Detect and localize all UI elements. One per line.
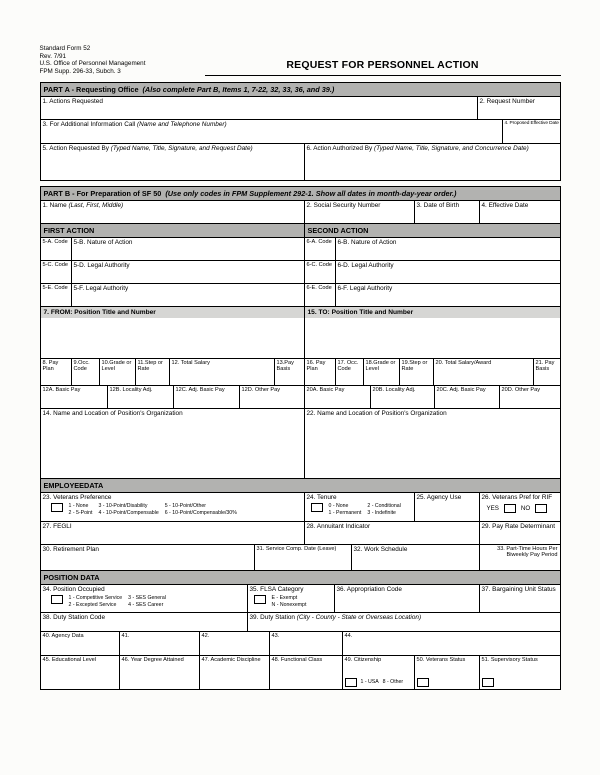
field-5d-legal-authority[interactable]	[71, 261, 304, 283]
field-label: 19.Step or Rate	[401, 359, 428, 373]
field-label: 22. Name and Location of Position's Organization	[306, 409, 447, 417]
field-5a-code[interactable]	[41, 238, 71, 260]
field-label: 24. Tenure	[306, 493, 337, 501]
field-label: 6-F. Legal Authority	[337, 284, 393, 292]
section-title: PART B - For Preparation of SF 50	[43, 188, 162, 198]
field-45-educational-level[interactable]	[41, 656, 119, 689]
field-label: 5-E. Code	[42, 284, 68, 291]
field-20a-basic-pay[interactable]	[305, 386, 370, 408]
education-citizenship-row	[41, 655, 560, 689]
part-b-row-1	[41, 200, 560, 223]
field-13-pay-basis[interactable]	[274, 359, 304, 385]
field-label: 12C. Adj. Basic Pay	[175, 386, 225, 393]
field-label: 6-C. Code	[306, 261, 332, 268]
second-action-bar	[304, 224, 560, 237]
section-note: (Use only codes in FPM Supplement 292-1. Show all dates in month-day-year order.)	[165, 188, 457, 198]
field-label: 50. Veterans Status	[416, 656, 466, 663]
field-25-agency-use[interactable]	[414, 493, 479, 521]
section-title: POSITION DATA	[43, 572, 100, 582]
from-salary-half	[41, 359, 304, 385]
field-12-total-salary[interactable]	[169, 359, 274, 385]
field-18-grade-or-level[interactable]	[363, 359, 399, 385]
field-15-to-position[interactable]	[304, 307, 560, 358]
supervisory-status-code-box[interactable]	[482, 678, 494, 687]
part-a-row-2	[41, 119, 560, 143]
option: 1 - Competitive Service	[68, 595, 123, 602]
position-occupied-row	[41, 584, 560, 612]
field-label: 20C. Adj. Basic Pay	[436, 386, 486, 393]
option-column	[69, 595, 123, 609]
part-a-section	[40, 82, 561, 181]
field-label	[307, 145, 558, 152]
from-to-row	[41, 306, 560, 358]
agency-data-row	[41, 631, 560, 655]
field-47-academic-discipline[interactable]	[199, 656, 269, 689]
option: 4 - 10-Point/Compensable	[98, 509, 159, 516]
option: 4 - SES Career	[128, 601, 164, 608]
field-label: 26. Veterans Pref for RIF	[481, 493, 553, 501]
field-3-additional-information[interactable]	[41, 120, 502, 143]
rif-no-box[interactable]	[535, 504, 547, 513]
field-6f-legal-authority[interactable]	[335, 284, 560, 306]
field-20b-locality-adj[interactable]	[370, 386, 434, 408]
salary-row	[41, 358, 560, 385]
rif-yes-box[interactable]	[504, 504, 516, 513]
field-39-duty-station[interactable]	[247, 613, 560, 631]
field-9-occ-code[interactable]	[71, 359, 99, 385]
option: 1 - Permanent	[328, 509, 362, 516]
tenure-options	[311, 503, 412, 517]
field-46-year-degree-attained[interactable]	[119, 656, 199, 689]
field-20-total-salary-award[interactable]	[433, 359, 533, 385]
field-41[interactable]	[119, 632, 199, 655]
label-text: 39. Duty Station	[249, 613, 295, 621]
field-35-flsa-category[interactable]	[247, 585, 334, 612]
field-label: 5-D. Legal Authority	[73, 261, 130, 269]
field-label: 5-A. Code	[42, 238, 68, 245]
field-label: 6-B. Nature of Action	[337, 238, 397, 246]
field-1-actions-requested[interactable]	[41, 97, 477, 119]
publication-info	[40, 45, 205, 76]
field-label: 47. Academic Discipline	[201, 656, 261, 663]
field-24-tenure[interactable]	[304, 493, 414, 521]
field-label: 36. Appropriation Code	[336, 585, 402, 593]
field-label: 17. Occ. Code	[337, 359, 359, 373]
label-note: (Typed Name, Title, Signature, and Request Date)	[110, 144, 253, 152]
field-label: 51. Supervisory Status	[481, 656, 538, 663]
from-position-label: 7. FROM: Position Title and Number	[41, 307, 304, 318]
action-row-ef	[41, 283, 560, 306]
field-label: 20A. Basic Pay	[306, 386, 345, 393]
field-label	[43, 202, 302, 209]
position-occupied-options	[51, 595, 245, 609]
field-label: 5-F. Legal Authority	[73, 284, 129, 292]
field-label: 49. Citizenship	[344, 656, 382, 663]
field-label: 5-C. Code	[42, 261, 68, 268]
action-row-ab	[41, 237, 560, 260]
field-label: 4. Proposed Effective Date	[504, 120, 559, 126]
field-2-request-number[interactable]	[477, 97, 560, 119]
field-label: 9.Occ. Code	[73, 359, 90, 373]
field-label: 37. Bargaining Unit Status	[481, 585, 556, 593]
field-14-from-organization[interactable]	[41, 409, 304, 478]
second-action-half	[304, 238, 560, 260]
title-rule	[205, 59, 561, 76]
field-label: 48. Functional Class	[271, 656, 323, 663]
field-49-citizenship[interactable]	[342, 656, 414, 689]
field-label: 41.	[121, 632, 130, 639]
flsa-options	[254, 595, 332, 609]
field-5c-code[interactable]	[41, 261, 71, 283]
option: 3 - Indefinite	[367, 509, 396, 516]
field-label: 35. FLSA Category	[249, 585, 304, 593]
first-action-half	[41, 238, 304, 260]
field-label: 38. Duty Station Code	[42, 613, 106, 621]
field-30-retirement-plan[interactable]	[41, 545, 254, 570]
field-44[interactable]	[342, 632, 560, 655]
supplement-ref: FPM Supp. 296-33, Subch. 3	[39, 68, 121, 76]
field-36-appropriation-code[interactable]	[334, 585, 479, 612]
first-action-bar	[41, 224, 304, 237]
field-label: 8. Pay Plan	[42, 359, 59, 373]
field-label: 27. FEGLI	[42, 522, 72, 530]
option: E - Exempt	[271, 595, 298, 602]
section-note: (Also complete Part B, Items 1, 7-22, 32, 33, 36, and 39.)	[142, 84, 335, 94]
field-label	[43, 121, 500, 128]
veterans-tenure-row	[41, 492, 560, 521]
option: 2 - Conditional	[367, 503, 401, 510]
option: 2 - 5-Point	[68, 509, 93, 516]
option-column	[272, 595, 307, 609]
field-23-veterans-preference[interactable]	[41, 493, 304, 521]
option-column	[98, 503, 158, 517]
field-label: 11.Step or Rate	[137, 359, 163, 373]
option: 0 - None	[328, 503, 349, 510]
action-header-row	[41, 223, 560, 237]
field-b2-ssn[interactable]	[304, 201, 414, 223]
field-label: 29. Pay Rate Determinant	[481, 522, 556, 530]
field-6c-code[interactable]	[305, 261, 335, 283]
field-10-grade-or-level[interactable]	[99, 359, 135, 385]
option: N - Nonexempt	[271, 601, 307, 608]
field-26-veterans-pref-for-rif[interactable]	[479, 493, 560, 521]
field-label: 32. Work Schedule	[353, 545, 408, 553]
field-label: 2. Request Number	[479, 97, 535, 105]
form-number: Standard Form 52	[39, 45, 91, 52]
to-salary-half	[304, 359, 560, 385]
field-6b-nature-of-action[interactable]	[335, 238, 560, 260]
field-31-service-comp-date[interactable]	[254, 545, 351, 570]
option-column	[128, 595, 166, 609]
part-a-right-half	[304, 144, 560, 180]
option: 1 - USA	[360, 679, 379, 686]
field-5f-legal-authority[interactable]	[71, 284, 304, 306]
field-40-agency-data[interactable]	[41, 632, 119, 655]
field-label: 20B. Locality Adj.	[372, 386, 416, 393]
option: 3 - SES General	[128, 595, 166, 602]
field-label: 44.	[344, 632, 353, 639]
employee-data-bar	[41, 478, 560, 492]
no-label: NO	[520, 505, 531, 513]
field-label: 31. Service Comp. Date (Leave)	[256, 545, 337, 552]
label-note: (Last, First, Middle)	[68, 201, 124, 209]
second-action-half	[304, 261, 560, 283]
field-11-step-or-rate[interactable]	[135, 359, 169, 385]
field-48-functional-class[interactable]	[269, 656, 342, 689]
field-label: 43.	[271, 632, 280, 639]
option: 3 - 10-Point/Disability	[98, 503, 148, 510]
to-position-label: 15. TO: Position Title and Number	[305, 307, 560, 318]
field-label: 28. Annuitant Indicator	[306, 522, 371, 530]
duty-station-row	[41, 612, 560, 631]
field-7-from-position[interactable]	[41, 307, 304, 358]
field-label: 13.Pay Basis	[276, 359, 294, 373]
label-note: (Name and Telephone Number)	[137, 120, 227, 128]
tenure-code-box[interactable]	[311, 503, 323, 512]
veterans-preference-code-box[interactable]	[51, 503, 63, 512]
field-6d-legal-authority[interactable]	[335, 261, 560, 283]
first-action-half	[41, 261, 304, 283]
basic-pay-row	[41, 385, 560, 408]
field-20c-adj-basic-pay[interactable]	[434, 386, 499, 408]
field-label: 20D. Other Pay	[501, 386, 541, 393]
field-16-pay-plan[interactable]	[305, 359, 335, 385]
retirement-row	[41, 544, 560, 570]
field-label: 46. Year Degree Attained	[121, 656, 184, 663]
field-label: 12. Total Salary	[171, 359, 210, 366]
field-label: 2. Social Security Number	[306, 201, 381, 209]
sf52-form-page	[40, 45, 561, 690]
field-label: 5-B. Nature of Action	[73, 238, 133, 246]
field-33-part-time-hours[interactable]	[479, 545, 560, 570]
field-27-fegli[interactable]	[41, 522, 304, 544]
option-column	[69, 503, 93, 517]
part-b-section	[40, 186, 561, 690]
rif-yes-no-options	[487, 504, 558, 513]
field-label: 14. Name and Location of Position's Organization	[42, 409, 183, 417]
field-5b-nature-of-action[interactable]	[71, 238, 304, 260]
option: 8 - Other	[382, 679, 404, 686]
option: 2 - Excepted Service	[68, 601, 117, 608]
issuing-agency: U.S. Office of Personnel Management	[39, 60, 146, 68]
second-action-half	[304, 284, 560, 306]
label-text: 5. Action Requested By	[42, 144, 109, 152]
action-row-cd	[41, 260, 560, 283]
field-label: 16. Pay Plan	[306, 359, 326, 373]
part-a-row-3	[41, 143, 560, 180]
field-37-bargaining-unit-status[interactable]	[479, 585, 560, 612]
field-label: 21. Pay Basis	[535, 359, 555, 373]
position-occupied-code-box[interactable]	[51, 595, 63, 604]
veterans-status-code-box[interactable]	[417, 678, 429, 687]
field-label: 34. Position Occupied	[42, 585, 105, 593]
label-note: (Typed Name, Title, Signature, and Concurrence Date)	[374, 144, 529, 152]
section-title: FIRST ACTION	[43, 225, 95, 235]
option: 6 - 10-Point/Compensable/30%	[164, 509, 237, 516]
yes-label: YES	[486, 505, 499, 513]
veterans-preference-options	[51, 503, 302, 517]
field-20d-other-pay[interactable]	[499, 386, 560, 408]
field-19-step-or-rate[interactable]	[399, 359, 433, 385]
field-28-annuitant-indicator[interactable]	[304, 522, 479, 544]
section-title: SECOND ACTION	[307, 225, 369, 235]
field-label: 3. Date of Birth	[416, 201, 460, 209]
field-12b-locality-adj[interactable]	[107, 386, 173, 408]
position-data-bar	[41, 570, 560, 584]
field-b3-date-of-birth[interactable]	[414, 201, 479, 223]
field-label: 12A. Basic Pay	[42, 386, 81, 393]
field-12d-other-pay[interactable]	[239, 386, 304, 408]
field-label: 33. Part-Time Hours Per Biweekly Pay Period	[497, 545, 558, 559]
field-38-duty-station-code[interactable]	[41, 613, 247, 631]
first-action-half	[41, 284, 304, 306]
section-title: PART A - Requesting Office	[43, 84, 139, 94]
field-b1-name[interactable]	[41, 201, 304, 223]
field-4-proposed-effective-date[interactable]	[502, 120, 560, 143]
option-column	[329, 503, 362, 517]
section-title: EMPLOYEEDATA	[43, 480, 104, 490]
label-text: 3. For Additional Information Call	[42, 120, 136, 128]
option: 5 - 10-Point/Other	[164, 503, 206, 510]
field-17-occ-code[interactable]	[335, 359, 363, 385]
field-label: 10.Grade or Level	[101, 359, 132, 373]
label-note: (City - County - State or Overseas Location)	[296, 613, 422, 621]
field-51-supervisory-status[interactable]	[479, 656, 560, 689]
field-22-to-organization[interactable]	[304, 409, 560, 478]
label-text: 1. Name	[42, 201, 67, 209]
field-label: 12B. Locality Adj.	[109, 386, 153, 393]
part-a-row-1	[41, 96, 560, 119]
field-6e-code[interactable]	[305, 284, 335, 306]
to-basic-pay-half	[304, 386, 560, 408]
field-32-work-schedule[interactable]	[351, 545, 479, 570]
label-text: 6. Action Authorized By	[306, 144, 373, 152]
option-column	[165, 503, 237, 517]
organization-row	[41, 408, 560, 478]
from-basic-pay-half	[41, 386, 304, 408]
field-12c-adj-basic-pay[interactable]	[173, 386, 239, 408]
field-label: 18.Grade or Level	[365, 359, 396, 373]
citizenship-code-box[interactable]	[345, 678, 357, 687]
field-43[interactable]	[269, 632, 342, 655]
part-a-left-half	[41, 144, 304, 180]
form-revision: Rev. 7/91	[39, 52, 66, 60]
option: 1 - None	[68, 503, 89, 510]
field-5e-code[interactable]	[41, 284, 71, 306]
field-21-pay-basis[interactable]	[533, 359, 560, 385]
field-12a-basic-pay[interactable]	[41, 386, 107, 408]
field-label: 40. Agency Data	[42, 632, 84, 639]
part-a-header-bar	[41, 83, 560, 96]
fegli-row	[41, 521, 560, 544]
field-8-pay-plan[interactable]	[41, 359, 71, 385]
form-header	[40, 45, 561, 76]
field-label: 23. Veterans Preference	[42, 493, 112, 501]
field-label: 30. Retirement Plan	[42, 545, 99, 553]
option-column	[367, 503, 400, 517]
field-label: 20. Total Salary/Award	[435, 359, 492, 366]
field-b4-effective-date[interactable]	[479, 201, 560, 223]
field-5-action-requested-by[interactable]	[41, 144, 304, 180]
field-label: 1. Actions Requested	[42, 97, 103, 105]
field-34-position-occupied[interactable]	[41, 585, 247, 612]
field-label	[43, 145, 302, 152]
field-label: 45. Educational Level	[42, 656, 96, 663]
part-b-header-bar	[41, 187, 560, 200]
field-29-pay-rate-determinant[interactable]	[479, 522, 560, 544]
field-42[interactable]	[199, 632, 269, 655]
field-label: 42.	[201, 632, 210, 639]
field-label: 4. Effective Date	[481, 201, 529, 209]
field-6a-code[interactable]	[305, 238, 335, 260]
field-label: 12D. Other Pay	[241, 386, 281, 393]
flsa-code-box[interactable]	[254, 595, 266, 604]
form-title: REQUEST FOR PERSONNEL ACTION	[286, 58, 479, 71]
field-label: 6-E. Code	[306, 284, 332, 291]
citizenship-options	[345, 678, 412, 687]
field-label: 6-A. Code	[306, 238, 332, 245]
field-6-action-authorized-by[interactable]	[305, 144, 560, 180]
field-label	[250, 614, 558, 621]
field-label: 6-D. Legal Authority	[337, 261, 394, 269]
field-50-veterans-status[interactable]	[414, 656, 479, 689]
field-label: 25. Agency Use	[416, 493, 462, 501]
